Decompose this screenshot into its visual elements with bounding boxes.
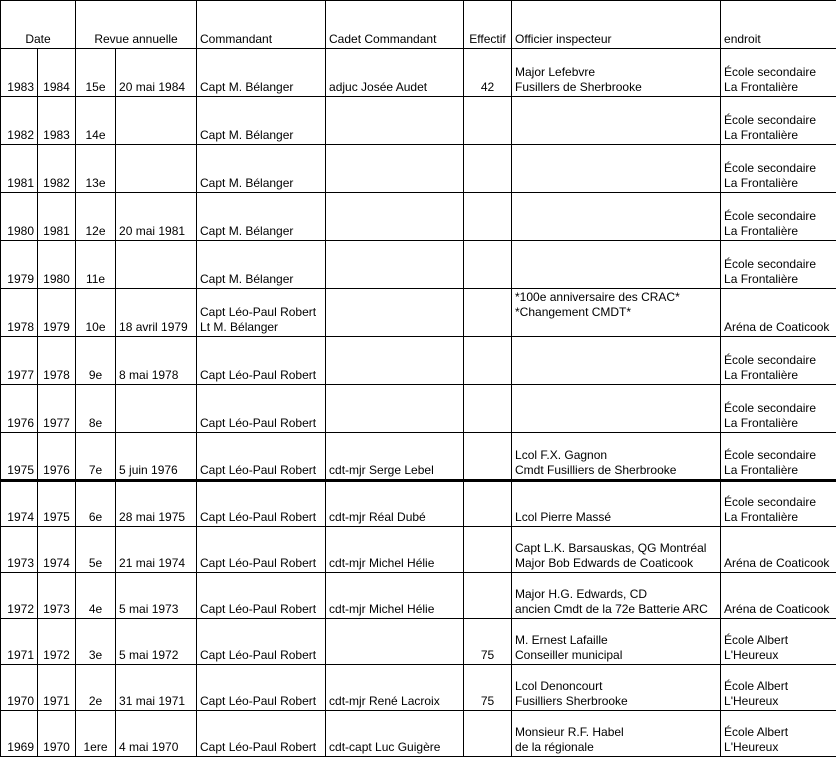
- endroit-line: École secondaire: [724, 448, 817, 462]
- cadet-commandant: cdt-capt Luc Guigère: [326, 711, 464, 757]
- year-end: 1974: [38, 527, 76, 573]
- commandant-line: Capt Léo-Paul Robert: [200, 463, 317, 477]
- year-start: 1970: [1, 665, 38, 711]
- year-end: 1973: [38, 573, 76, 619]
- effectif: [464, 337, 512, 385]
- endroit-line: Aréna de Coaticook: [724, 602, 830, 616]
- officier-inspecteur: [512, 385, 721, 433]
- cadet-commandant: [326, 241, 464, 289]
- endroit-line: Aréna de Coaticook: [724, 320, 830, 334]
- officier-inspecteur-line: de la régionale: [515, 740, 594, 754]
- officier-inspecteur-line: ancien Cmdt de la 72e Batterie ARC: [515, 602, 708, 616]
- review-date: 28 mai 1975: [116, 481, 197, 527]
- table-row: [1, 665, 836, 711]
- officier-inspecteur: [512, 481, 721, 527]
- year-start: 1977: [1, 337, 38, 385]
- commandant-line: Capt Léo-Paul Robert: [200, 510, 317, 524]
- endroit: [721, 385, 836, 433]
- year-end: 1978: [38, 337, 76, 385]
- year-end: 1983: [38, 97, 76, 145]
- officier-inspecteur: [512, 49, 721, 97]
- commandant: [197, 433, 326, 481]
- cadet-commandant: cdt-mjr Serge Lebel: [326, 433, 464, 481]
- commandant-line: Capt Léo-Paul Robert: [200, 648, 317, 662]
- year-start: 1978: [1, 289, 38, 337]
- commandant-line: Capt Léo-Paul Robert: [200, 368, 317, 382]
- review-date: 18 avril 1979: [116, 289, 197, 337]
- endroit-line: École secondaire: [724, 353, 817, 367]
- effectif: 75: [464, 619, 512, 665]
- effectif: [464, 481, 512, 527]
- commandant-line: Capt M. Bélanger: [200, 80, 294, 94]
- year-start: 1973: [1, 527, 38, 573]
- officier-inspecteur-line: Lcol F.X. Gagnon: [515, 448, 608, 462]
- officier-inspecteur-line: [515, 320, 717, 335]
- endroit: [721, 527, 836, 573]
- commandant-line: Capt Léo-Paul Robert: [200, 694, 317, 708]
- cadet-commandant: [326, 619, 464, 665]
- effectif: [464, 573, 512, 619]
- cadet-commandant: cdt-mjr Réal Dubé: [326, 481, 464, 527]
- review-date: 4 mai 1970: [116, 711, 197, 757]
- year-end: 1984: [38, 49, 76, 97]
- commandant-line: Capt M. Bélanger: [200, 272, 294, 286]
- officier-inspecteur: [512, 619, 721, 665]
- table-row: [1, 97, 836, 145]
- review-number: 15e: [76, 49, 116, 97]
- review-number: 5e: [76, 527, 116, 573]
- endroit-line: École secondaire: [724, 401, 817, 415]
- commandant-line: Capt Léo-Paul Robert: [200, 602, 317, 616]
- year-end: 1979: [38, 289, 76, 337]
- commandant: [197, 97, 326, 145]
- year-start: 1976: [1, 385, 38, 433]
- officier-inspecteur-line: M. Ernest Lafaille: [515, 633, 608, 647]
- header-cadet-commandant: Cadet Commandant: [326, 1, 464, 49]
- endroit-line: La Frontalière: [724, 176, 799, 190]
- review-date: [116, 145, 197, 193]
- officier-inspecteur-line: *100e anniversaire des CRAC*: [515, 290, 680, 304]
- endroit-line: École Albert: [724, 679, 789, 693]
- officier-inspecteur-line: Major Bob Edwards de Coaticook: [515, 556, 694, 570]
- commandant: [197, 193, 326, 241]
- year-end: 1982: [38, 145, 76, 193]
- header-endroit: endroit: [721, 1, 836, 49]
- table-row: [1, 711, 836, 757]
- endroit-line: L'Heureux: [724, 648, 779, 662]
- header-effectif: Effectif: [464, 1, 512, 49]
- table-row: [1, 385, 836, 433]
- endroit-line: L'Heureux: [724, 694, 779, 708]
- review-date: 20 mai 1981: [116, 193, 197, 241]
- endroit: [721, 573, 836, 619]
- review-number: 12e: [76, 193, 116, 241]
- review-date: [116, 241, 197, 289]
- year-start: 1980: [1, 193, 38, 241]
- endroit: [721, 433, 836, 481]
- officier-inspecteur-line: Capt L.K. Barsauskas, QG Montréal: [515, 541, 707, 555]
- header-row: [1, 1, 836, 49]
- review-number: 2e: [76, 665, 116, 711]
- commandant: [197, 289, 326, 337]
- officier-inspecteur: [512, 337, 721, 385]
- review-number: 4e: [76, 573, 116, 619]
- year-start: 1974: [1, 481, 38, 527]
- table-row: [1, 573, 836, 619]
- cadet-commandant: cdt-mjr René Lacroix: [326, 665, 464, 711]
- endroit: [721, 97, 836, 145]
- commandant-line: Capt M. Bélanger: [200, 224, 294, 238]
- table-row: [1, 433, 836, 481]
- officier-inspecteur-line: Lcol Pierre Massé: [515, 510, 612, 524]
- endroit: [721, 289, 836, 337]
- review-date: 31 mai 1971: [116, 665, 197, 711]
- table-row: [1, 619, 836, 665]
- commandant: [197, 665, 326, 711]
- officier-inspecteur-line: Major Lefebvre: [515, 65, 596, 79]
- effectif: 75: [464, 665, 512, 711]
- commandant-line: Capt Léo-Paul Robert: [200, 305, 317, 319]
- review-number: 1ere: [76, 711, 116, 757]
- review-date: 21 mai 1974: [116, 527, 197, 573]
- endroit-line: La Frontalière: [724, 463, 799, 477]
- endroit-line: La Frontalière: [724, 368, 799, 382]
- review-number: 13e: [76, 145, 116, 193]
- officier-inspecteur-line: *Changement CMDT*: [515, 305, 632, 319]
- effectif: [464, 385, 512, 433]
- review-date: [116, 97, 197, 145]
- table-row: [1, 193, 836, 241]
- table-row: [1, 145, 836, 193]
- commandant: [197, 573, 326, 619]
- officier-inspecteur: [512, 241, 721, 289]
- endroit-line: École secondaire: [724, 495, 817, 509]
- year-start: 1981: [1, 145, 38, 193]
- year-start: 1983: [1, 49, 38, 97]
- endroit-line: École Albert: [724, 633, 789, 647]
- endroit-line: La Frontalière: [724, 224, 799, 238]
- officier-inspecteur: [512, 193, 721, 241]
- year-start: 1971: [1, 619, 38, 665]
- endroit-line: École secondaire: [724, 65, 817, 79]
- endroit: [721, 711, 836, 757]
- effectif: 42: [464, 49, 512, 97]
- commandant: [197, 619, 326, 665]
- year-start: 1982: [1, 97, 38, 145]
- commandant-line: Capt Léo-Paul Robert: [200, 740, 317, 754]
- review-date: 5 mai 1973: [116, 573, 197, 619]
- commandant: [197, 145, 326, 193]
- year-start: 1972: [1, 573, 38, 619]
- commandant-line: Capt Léo-Paul Robert: [200, 556, 317, 570]
- table-row: [1, 49, 836, 97]
- year-end: 1975: [38, 481, 76, 527]
- endroit-line: École secondaire: [724, 257, 817, 271]
- cadet-commandant: cdt-mjr Michel Hélie: [326, 573, 464, 619]
- year-start: 1979: [1, 241, 38, 289]
- endroit-line: Aréna de Coaticook: [724, 556, 830, 570]
- header-date: Date: [1, 1, 76, 49]
- officier-inspecteur-line: Conseiller municipal: [515, 648, 623, 662]
- review-number: 9e: [76, 337, 116, 385]
- commandant: [197, 481, 326, 527]
- officier-inspecteur: [512, 711, 721, 757]
- review-number: 3e: [76, 619, 116, 665]
- commandant: [197, 385, 326, 433]
- cadet-commandant: cdt-mjr Michel Hélie: [326, 527, 464, 573]
- endroit-line: École secondaire: [724, 209, 817, 223]
- officier-inspecteur-line: Lcol Denoncourt: [515, 679, 603, 693]
- endroit-line: École secondaire: [724, 161, 817, 175]
- officier-inspecteur-line: Cmdt Fusilliers de Sherbrooke: [515, 463, 677, 477]
- commandant: [197, 49, 326, 97]
- endroit-line: École Albert: [724, 725, 789, 739]
- table-row: [1, 481, 836, 527]
- commandant: [197, 337, 326, 385]
- officier-inspecteur: [512, 289, 721, 337]
- cadet-commandant: adjuc Josée Audet: [326, 49, 464, 97]
- endroit: [721, 145, 836, 193]
- year-end: 1970: [38, 711, 76, 757]
- table-row: [1, 527, 836, 573]
- review-date: 8 mai 1978: [116, 337, 197, 385]
- endroit: [721, 337, 836, 385]
- table-row: [1, 289, 836, 337]
- effectif: [464, 97, 512, 145]
- commandant-line: Capt Léo-Paul Robert: [200, 416, 317, 430]
- table-row: [1, 337, 836, 385]
- header-officier: Officier inspecteur: [512, 1, 721, 49]
- endroit: [721, 665, 836, 711]
- year-start: 1969: [1, 711, 38, 757]
- endroit-line: La Frontalière: [724, 128, 799, 142]
- year-end: 1980: [38, 241, 76, 289]
- review-date: [116, 385, 197, 433]
- year-end: 1981: [38, 193, 76, 241]
- commandant-line: Lt M. Bélanger: [200, 320, 279, 334]
- officier-inspecteur: [512, 527, 721, 573]
- endroit-line: L'Heureux: [724, 740, 779, 754]
- endroit: [721, 619, 836, 665]
- review-date: 5 mai 1972: [116, 619, 197, 665]
- endroit: [721, 241, 836, 289]
- year-end: 1976: [38, 433, 76, 481]
- review-number: 11e: [76, 241, 116, 289]
- commandant-line: Capt M. Bélanger: [200, 128, 294, 142]
- review-number: 10e: [76, 289, 116, 337]
- officier-inspecteur-line: Fusillers de Sherbrooke: [515, 80, 642, 94]
- effectif: [464, 433, 512, 481]
- review-number: 7e: [76, 433, 116, 481]
- commandant: [197, 241, 326, 289]
- table-row: [1, 241, 836, 289]
- officier-inspecteur: [512, 665, 721, 711]
- endroit-line: La Frontalière: [724, 80, 799, 94]
- year-end: 1977: [38, 385, 76, 433]
- commandant: [197, 527, 326, 573]
- header-revue: Revue annuelle: [76, 1, 197, 49]
- review-date: 20 mai 1984: [116, 49, 197, 97]
- endroit: [721, 193, 836, 241]
- cadet-commandant: [326, 193, 464, 241]
- cadet-commandant: [326, 97, 464, 145]
- effectif: [464, 241, 512, 289]
- effectif: [464, 145, 512, 193]
- header-commandant: Commandant: [197, 1, 326, 49]
- officier-inspecteur-line: Monsieur R.F. Habel: [515, 725, 624, 739]
- effectif: [464, 711, 512, 757]
- year-end: 1972: [38, 619, 76, 665]
- effectif: [464, 289, 512, 337]
- cadet-commandant: [326, 289, 464, 337]
- officier-inspecteur: [512, 97, 721, 145]
- endroit-line: École secondaire: [724, 113, 817, 127]
- review-number: 14e: [76, 97, 116, 145]
- endroit: [721, 481, 836, 527]
- endroit-line: La Frontalière: [724, 510, 799, 524]
- officier-inspecteur-line: Major H.G. Edwards, CD: [515, 587, 648, 601]
- review-number: 8e: [76, 385, 116, 433]
- officier-inspecteur: [512, 145, 721, 193]
- review-date: 5 juin 1976: [116, 433, 197, 481]
- commandant-line: Capt M. Bélanger: [200, 176, 294, 190]
- review-number: 6e: [76, 481, 116, 527]
- effectif: [464, 527, 512, 573]
- cadet-commandant: [326, 337, 464, 385]
- cadet-commandant: [326, 385, 464, 433]
- officier-inspecteur-line: Fusilliers Sherbrooke: [515, 694, 628, 708]
- year-start: 1975: [1, 433, 38, 481]
- cadet-commandant: [326, 145, 464, 193]
- endroit-line: La Frontalière: [724, 416, 799, 430]
- officier-inspecteur: [512, 433, 721, 481]
- officier-inspecteur: [512, 573, 721, 619]
- endroit: [721, 49, 836, 97]
- effectif: [464, 193, 512, 241]
- year-end: 1971: [38, 665, 76, 711]
- endroit-line: La Frontalière: [724, 272, 799, 286]
- commandant: [197, 711, 326, 757]
